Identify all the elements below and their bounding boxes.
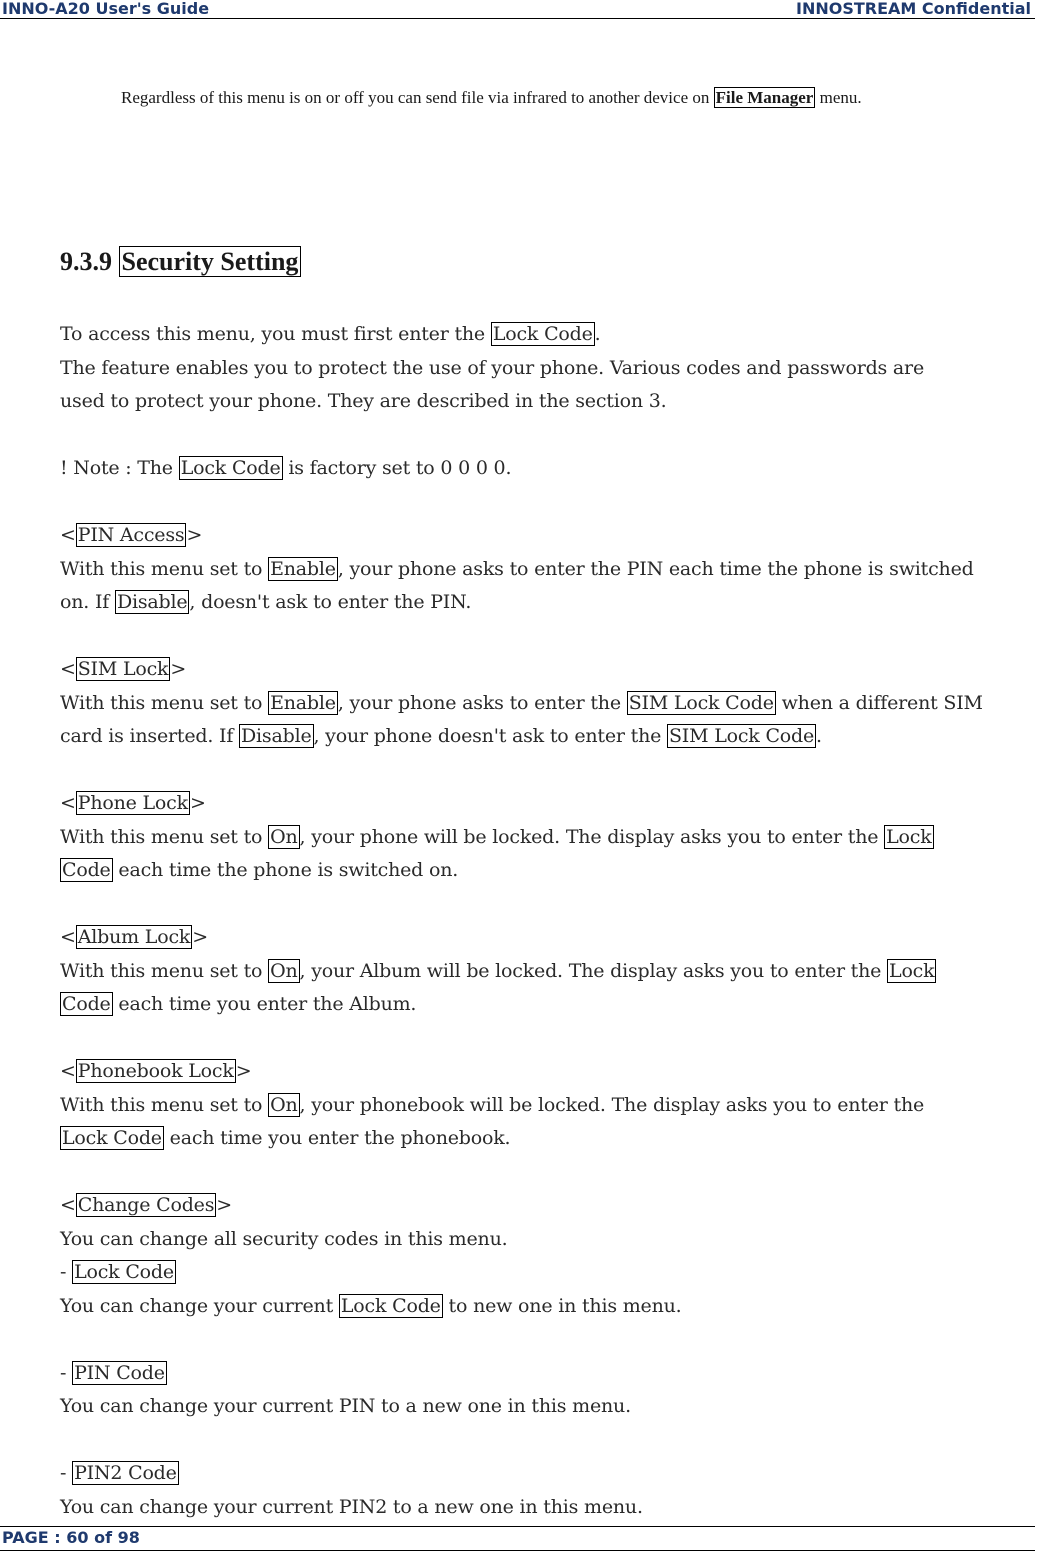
subheading-pin-access: < PIN Access > xyxy=(60,524,203,546)
lock-code-ref[interactable]: Lock xyxy=(886,825,932,848)
subheading-phone-lock: < Phone Lock > xyxy=(60,792,206,814)
section-title[interactable]: Security Setting xyxy=(119,246,302,277)
body-line: With this menu set to On , your Album will be locked. The display asks you to enter the Lock xyxy=(60,959,935,982)
header-doc-title: INNO-A20 User's Guide xyxy=(2,0,210,18)
body-line: You can change your current PIN2 to a new one in this menu. xyxy=(60,1495,643,1518)
on-option[interactable]: On xyxy=(270,825,298,848)
note-label: ! Note xyxy=(60,457,120,479)
lock-code-ref[interactable]: Lock Code xyxy=(62,1127,162,1149)
section-body xyxy=(60,318,1035,1524)
body-line: With this menu set to Enable , your phone asks to enter the SIM Lock Code when a different SIM xyxy=(60,691,983,714)
body-line: Lock Code each time you enter the phonebook. xyxy=(62,1127,511,1149)
page-header xyxy=(0,0,1035,19)
body-line: To access this menu, you must first enter the Lock Code . xyxy=(60,323,601,345)
header-confidential: INNOSTREAM Confidential xyxy=(796,0,1031,18)
body-line: card is inserted. If Disable , your phone doesn't ask to enter the SIM Lock Code . xyxy=(60,725,822,747)
section-heading xyxy=(60,245,301,279)
change-codes-ref[interactable]: Change Codes xyxy=(77,1194,215,1216)
phonebook-lock-ref[interactable]: Phonebook Lock xyxy=(77,1060,234,1082)
body-line: Code each time you enter the Album. xyxy=(62,993,417,1015)
pin2-code-ref[interactable]: PIN2 Code xyxy=(74,1462,177,1484)
disable-option[interactable]: Disable xyxy=(241,725,312,747)
body-line: The feature enables you to protect the use of your phone. Various codes and passwords are xyxy=(60,356,924,379)
enable-option[interactable]: Enable xyxy=(270,691,336,714)
body-line: With this menu set to Enable , your phone asks to enter the PIN each time the phone is switched xyxy=(60,557,974,580)
sim-lock-code-ref[interactable]: SIM Lock Code xyxy=(668,725,815,747)
on-option[interactable]: On xyxy=(270,959,298,982)
body-line: With this menu set to On , your phonebook will be locked. The display asks you to enter the xyxy=(60,1093,925,1116)
subitem-pin2-code: - PIN2 Code xyxy=(60,1462,177,1484)
lock-code-ref[interactable]: Lock Code xyxy=(74,1261,174,1283)
subitem-pin-code: - PIN Code xyxy=(60,1361,165,1384)
subheading-change-codes: < Change Codes > xyxy=(60,1194,232,1216)
subitem-lock-code: - Lock Code xyxy=(60,1261,174,1283)
lock-code-ref[interactable]: Lock Code xyxy=(180,457,281,479)
lock-code-ref[interactable]: Lock xyxy=(889,959,935,982)
pin-access-ref[interactable]: PIN Access xyxy=(77,524,185,546)
subheading-album-lock: < Album Lock > xyxy=(60,926,208,948)
page-footer xyxy=(0,1526,1035,1551)
body-line: You can change all security codes in this menu. xyxy=(60,1227,508,1250)
disable-option[interactable]: Disable xyxy=(116,591,188,613)
body-line: on. If Disable , doesn't ask to enter the PIN. xyxy=(60,591,472,613)
note-line: ! Note : The Lock Code is factory set to 0 0 0 0. xyxy=(60,457,512,479)
body-line: used to protect your phone. They are described in the section 3. xyxy=(60,390,667,412)
sim-lock-code-ref[interactable]: SIM Lock Code xyxy=(628,691,774,714)
subheading-phonebook-lock: < Phonebook Lock > xyxy=(60,1060,252,1082)
pin-code-ref[interactable]: PIN Code xyxy=(74,1361,165,1384)
body-line: With this menu set to On , your phone will be locked. The display asks you to enter the Lock xyxy=(60,825,932,848)
lock-code-ref[interactable]: Code xyxy=(62,993,111,1015)
lock-code-ref[interactable]: Code xyxy=(62,859,111,881)
section-number: 9.3.9 xyxy=(60,247,119,276)
body-line: You can change your current PIN to a new one in this menu. xyxy=(60,1395,631,1417)
enable-option[interactable]: Enable xyxy=(270,557,336,580)
album-lock-ref[interactable]: Album Lock xyxy=(77,926,191,948)
sim-lock-ref[interactable]: SIM Lock xyxy=(77,658,169,680)
file-manager-link[interactable]: File Manager xyxy=(715,88,814,107)
body-line: You can change your current Lock Code to new one in this menu. xyxy=(60,1294,682,1317)
page-number: PAGE : 60 of 98 xyxy=(2,1528,140,1547)
body-line: Code each time the phone is switched on. xyxy=(62,859,459,881)
subheading-sim-lock: < SIM Lock > xyxy=(60,658,187,680)
lock-code-ref[interactable]: Lock Code xyxy=(340,1294,441,1317)
intro-paragraph: Regardless of this menu is on or off you can send file via infrared to another device on File Manager menu. xyxy=(121,88,862,107)
phone-lock-ref[interactable]: Phone Lock xyxy=(77,792,188,814)
on-option[interactable]: On xyxy=(270,1093,298,1116)
default-code: 0 0 0 0 xyxy=(440,457,506,479)
lock-code-ref[interactable]: Lock Code xyxy=(492,323,593,345)
